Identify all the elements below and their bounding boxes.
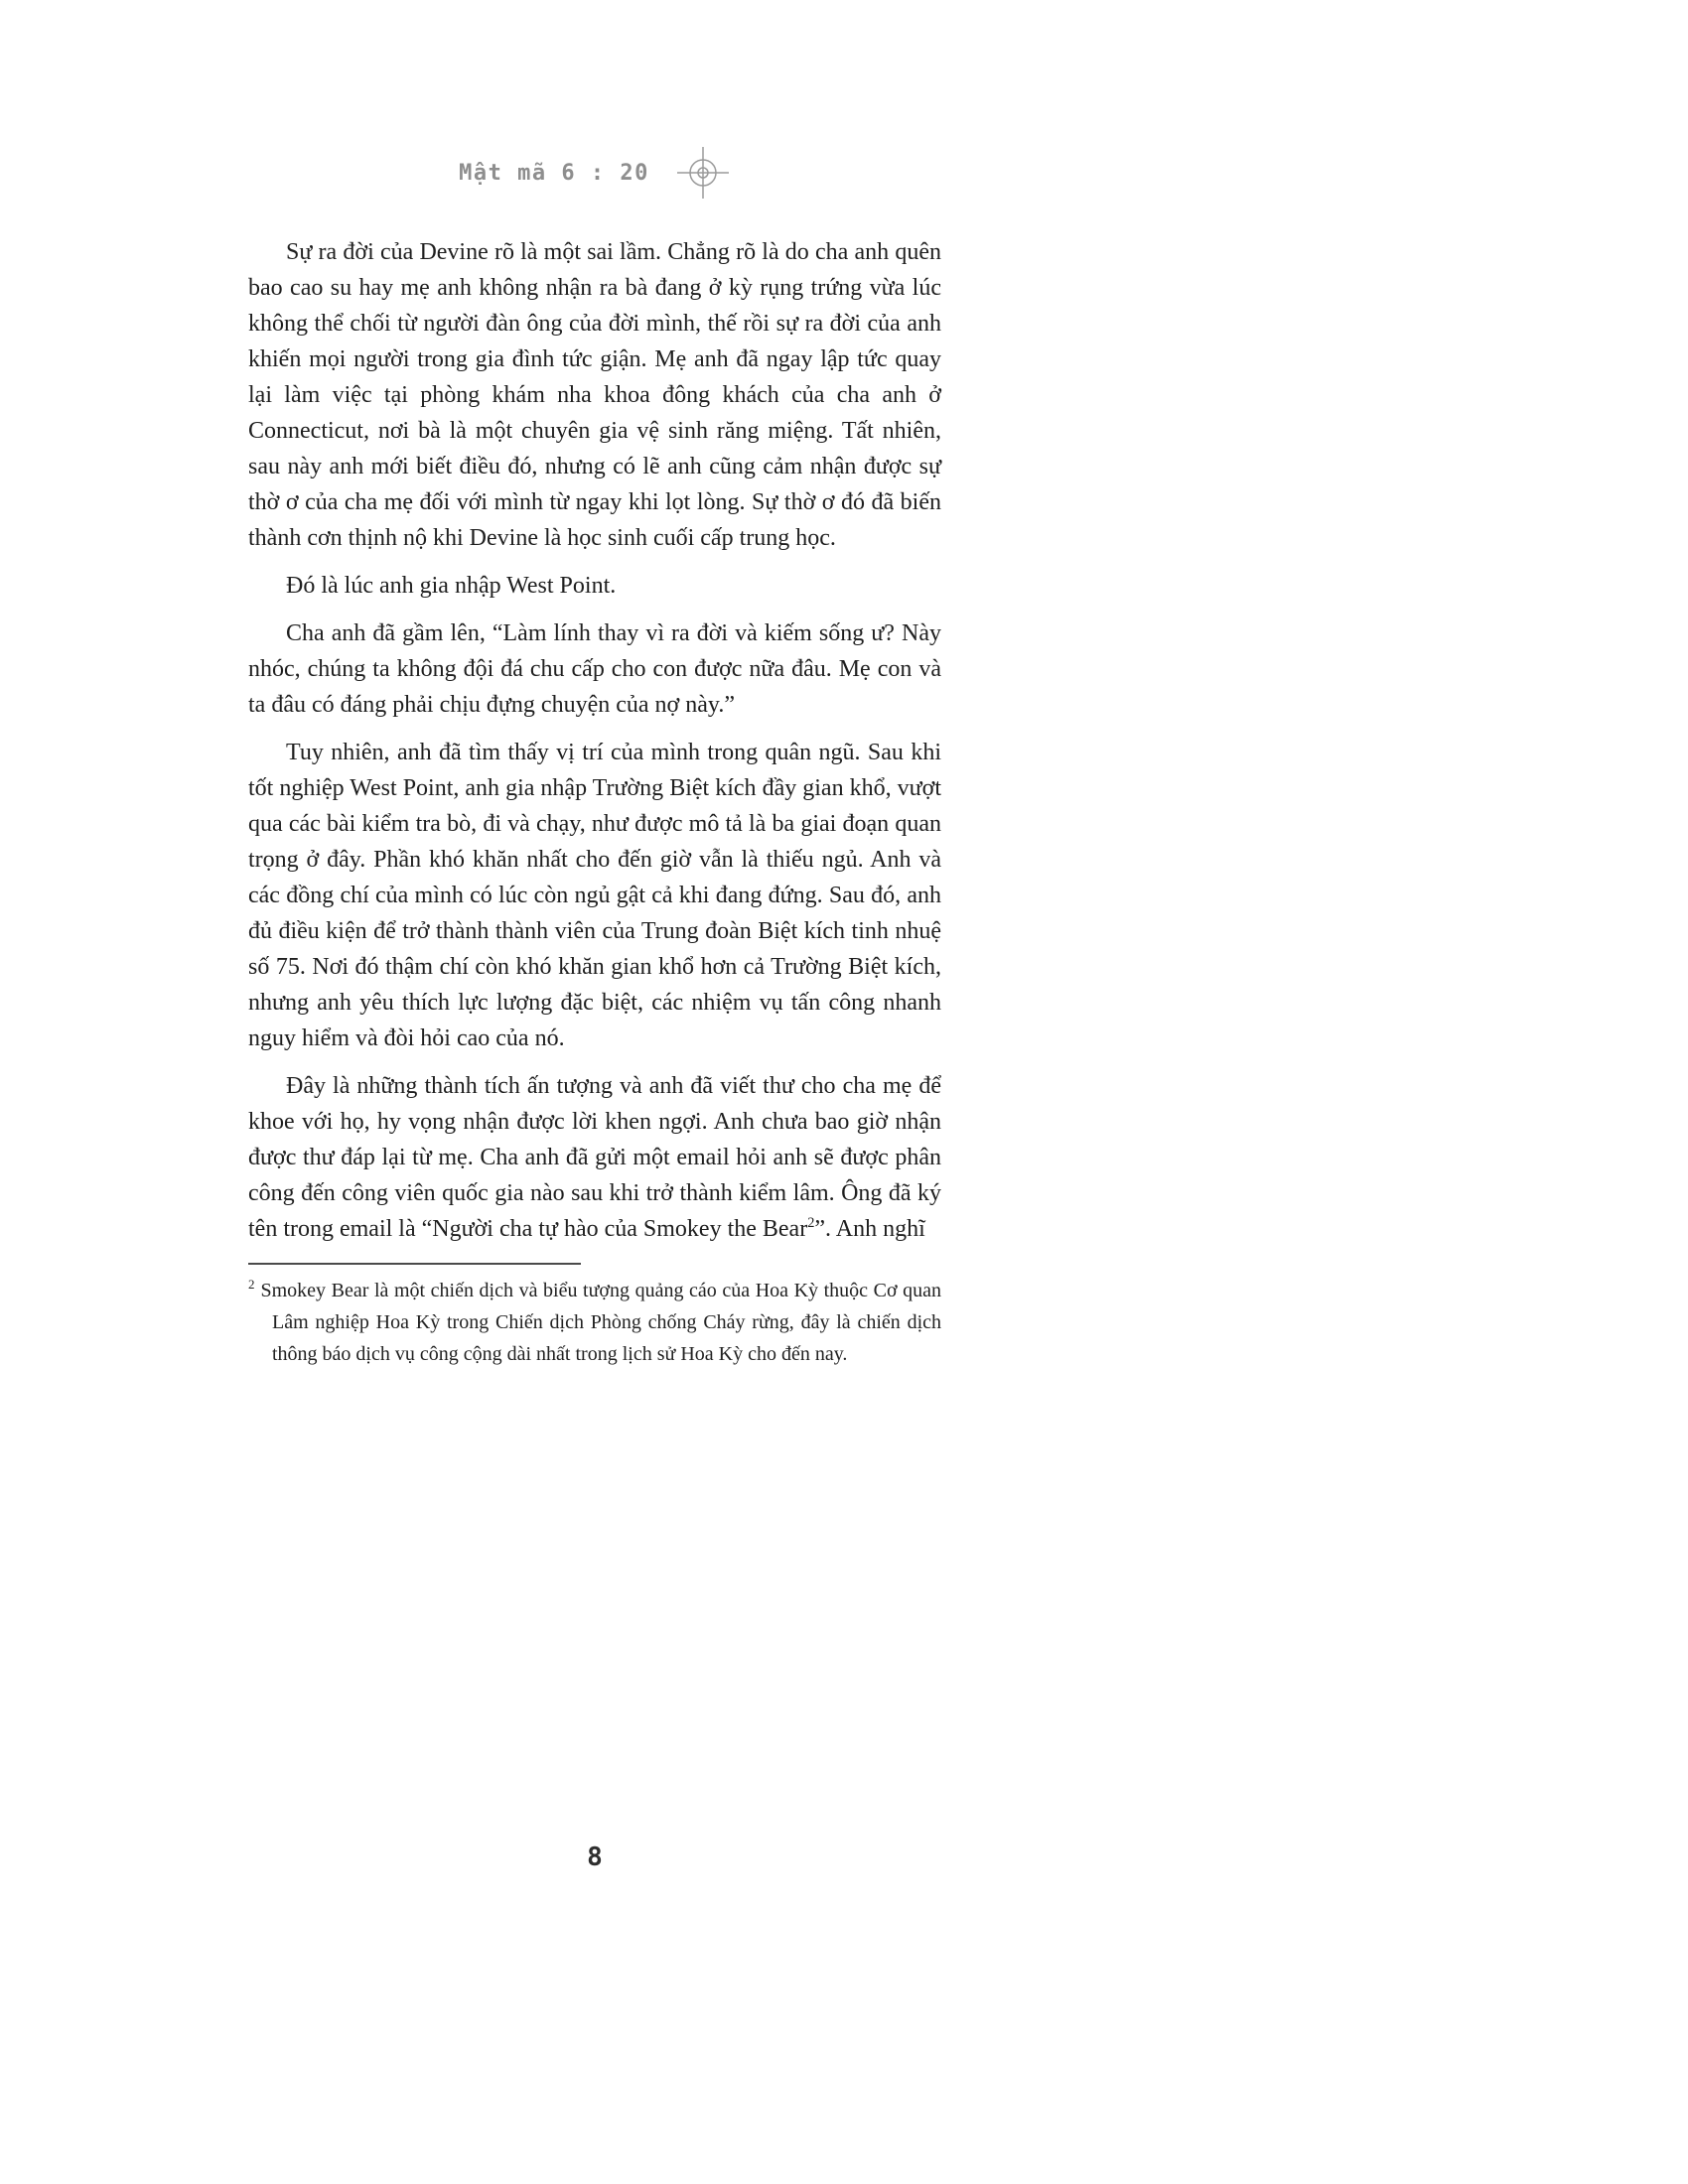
text-column [248, 0, 941, 1370]
footnote-reference: 2 [807, 1215, 815, 1231]
footnote-text [248, 1275, 941, 1370]
paragraph: Đó là lúc anh gia nhập West Point. [286, 573, 617, 599]
paragraph: Sự ra đời của Devine rõ là một sai lầm. Chẳng rõ là do cha anh quên bao cao su hay mẹ anh không nhận ra bà đang ở kỳ rụng trứng vừa lúc không thể chối từ người đàn ông của đời mình, thế rồi sự ra đời của anh khiến mọi người trong gia đình tức giận. Mẹ anh đã ngay lập tức quay lại làm việc tại phòng khám nha khoa đông khách của cha anh ở Connecticut, nơi bà là một chuyên gia vệ sinh răng miệng. Tất nhiên, sau này anh mới biết điều đó, nhưng có lẽ anh cũng cảm nhận được sự thờ ơ của cha mẹ đối với mình từ ngay khi lọt lòng. Sự thờ ơ đó đã biến thành cơn thịnh nộ khi Devine là học sinh cuối cấp trung học. [248, 239, 941, 551]
running-head-title: Mật mã 6 : 20 [459, 160, 649, 186]
page-number: 8 [587, 1843, 603, 1872]
paragraph [248, 1068, 941, 1247]
crosshair-icon [675, 145, 731, 201]
running-head [248, 145, 941, 201]
paragraph-text: ”. Anh nghĩ [814, 1216, 925, 1242]
footnote-marker: 2 [248, 1277, 255, 1293]
paragraph: Tuy nhiên, anh đã tìm thấy vị trí của mình trong quân ngũ. Sau khi tốt nghiệp West Point, anh gia nhập Trường Biệt kích đầy gian khổ, vượt qua các bài kiểm tra bò, đi và chạy, như được mô tả là ba giai đoạn quan trọng ở đây. Phần khó khăn nhất cho đến giờ vẫn là thiếu ngủ. Anh và các đồng chí của mình có lúc còn ngủ gật cả khi đang đứng. Sau đó, anh đủ điều kiện để trở thành thành viên của Trung đoàn Biệt kích tinh nhuệ số 75. Nơi đó thậm chí còn khó khăn gian khổ hơn cả Trường Biệt kích, nhưng anh yêu thích lực lượng đặc biệt, các nhiệm vụ tấn công nhanh nguy hiểm và đòi hỏi cao của nó. [248, 740, 941, 1051]
body-text [248, 234, 941, 1247]
paragraph: Cha anh đã gầm lên, “Làm lính thay vì ra đời và kiếm sống ư? Này nhóc, chúng ta không đội đá chu cấp cho con được nữa đâu. Mẹ con và ta đâu có đáng phải chịu đựng chuyện của nợ này.” [248, 620, 941, 718]
footnote-divider [248, 1263, 581, 1265]
footnote-body: Smokey Bear là một chiến dịch và biểu tượng quảng cáo của Hoa Kỳ thuộc Cơ quan Lâm nghiệp Hoa Kỳ trong Chiến dịch Phòng chống Cháy rừng, đây là chiến dịch thông báo dịch vụ công cộng dài nhất trong lịch sử Hoa Kỳ cho đến nay. [260, 1280, 941, 1365]
footnote-section [248, 1263, 941, 1370]
paragraph-text: Đây là những thành tích ấn tượng và anh đã viết thư cho cha mẹ để khoe với họ, hy vọng nhận được lời khen ngợi. Anh chưa bao giờ nhận được thư đáp lại từ mẹ. Cha anh đã gửi một email hỏi anh sẽ được phân công đến công viên quốc gia nào sau khi trở thành kiểm lâm. Ông đã ký tên trong email là “Người cha tự hào của Smokey the Bear [248, 1073, 941, 1242]
